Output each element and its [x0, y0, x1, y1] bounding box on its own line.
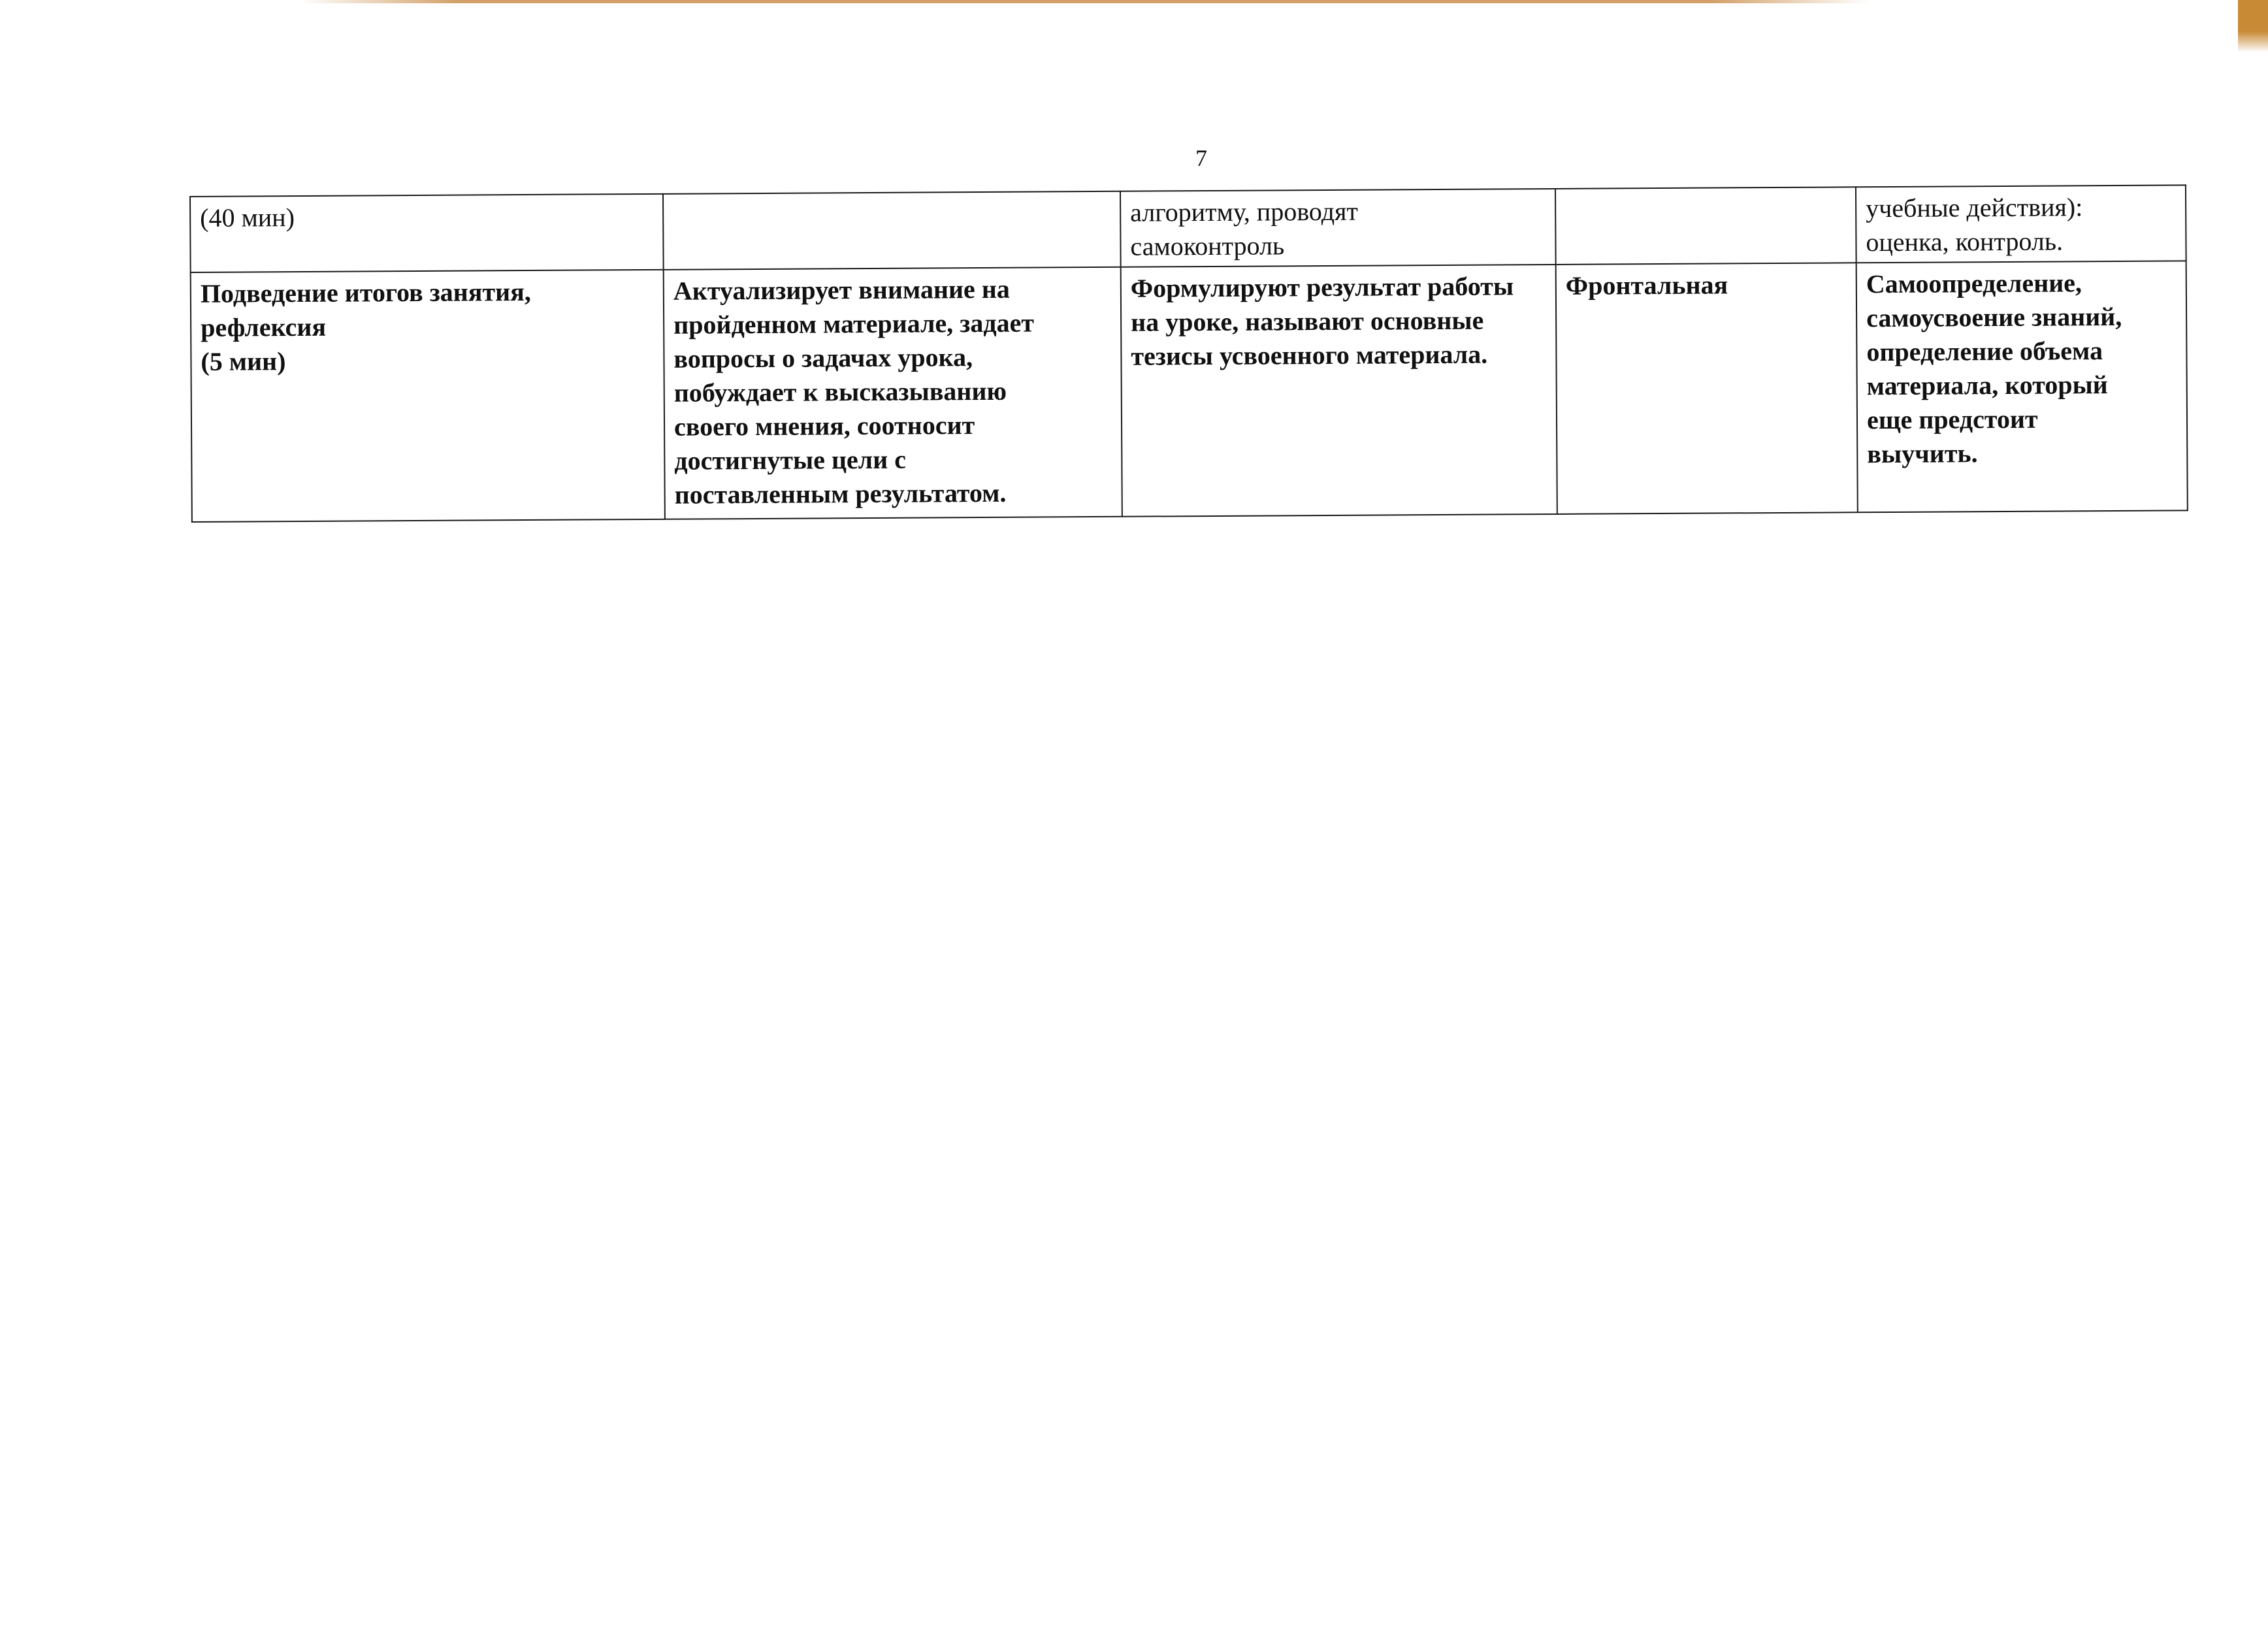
- table-cell-work-form: [1556, 263, 1858, 514]
- table-cell-work-form: [1555, 187, 1856, 265]
- cell-text: Самоопределение, самоусвоение знаний, определение объема материала, который еще предстоит выучить.: [1866, 268, 2122, 469]
- scan-edge-right: [2238, 0, 2268, 52]
- table-cell-learning-actions: [1856, 185, 2186, 263]
- table-cell-teacher-activity: [664, 267, 1122, 519]
- cell-text: Актуализирует внимание на пройденном материале, задает вопросы о задачах урока, побуждает к высказыванию своего мнения, соотносит достигнутые цели с поставленным результатом.: [673, 274, 1035, 510]
- table-cell-student-activity: [1120, 189, 1556, 267]
- cell-text: Подведение итогов занятия, рефлексия (5 мин): [200, 276, 531, 376]
- table-cell-stage: [190, 194, 664, 272]
- table-cell-learning-actions: [1856, 261, 2188, 512]
- table-row: [190, 185, 2186, 272]
- cell-text: Формулируют результат работы на уроке, называют основные тезисы усвоенного материала.: [1130, 271, 1514, 371]
- table-cell-student-activity: [1121, 265, 1557, 517]
- cell-text: алгоритму, проводят самоконтроль: [1130, 196, 1359, 261]
- table-cell-stage: [191, 270, 665, 522]
- cell-text: Фронтальная: [1565, 270, 1728, 301]
- page-number: 7: [1195, 145, 1207, 171]
- table-row: [191, 261, 2188, 522]
- cell-text: [1565, 191, 1846, 193]
- table-cell-teacher-activity: [663, 191, 1121, 270]
- cell-text: [673, 196, 1110, 199]
- cell-text: учебные действия): оценка, контроль.: [1866, 192, 2083, 257]
- cell-text: (40 мин): [200, 203, 295, 233]
- lesson-plan-table: [189, 184, 2188, 523]
- scan-edge-top: [300, 0, 1868, 3]
